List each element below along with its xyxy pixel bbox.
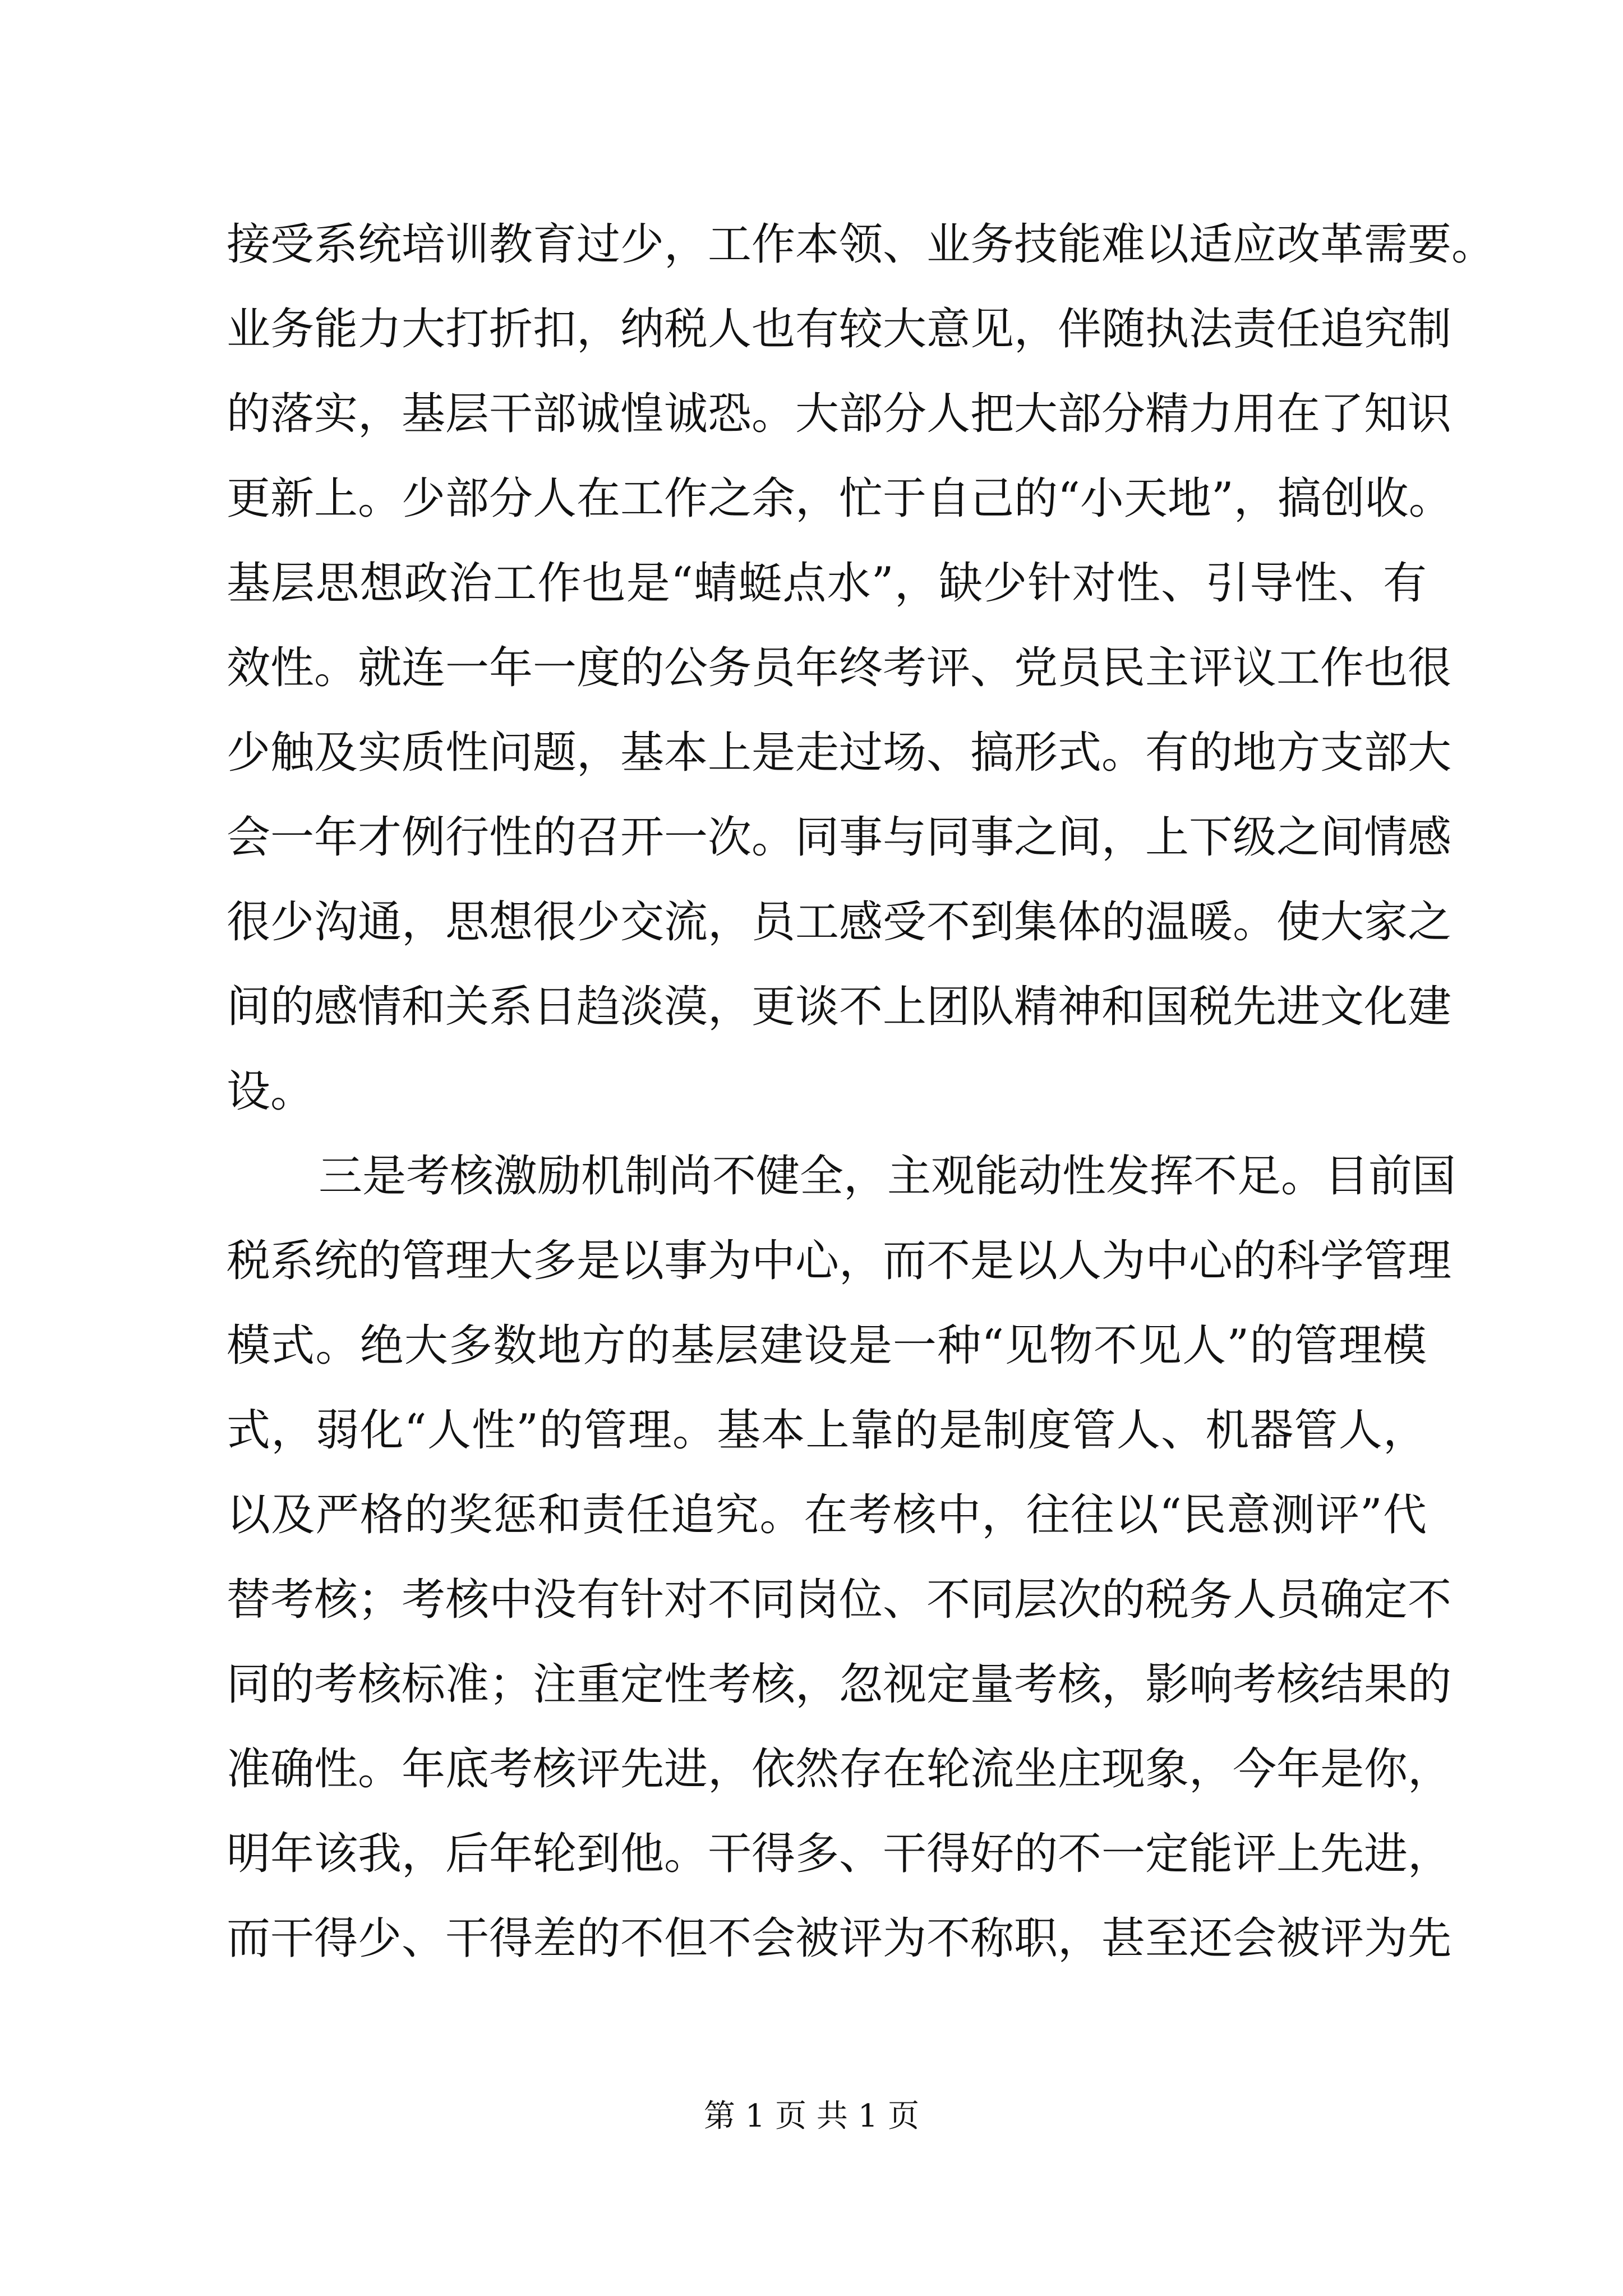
paragraph-1-line-8: 会一年才例行性的召开一次。同事与同事之间，上下级之间情感 <box>227 812 1452 863</box>
paragraph-2-line-8: 准确性。年底考核评先进，依然存在轮流坐庄现象，今年是你， <box>227 1744 1452 1795</box>
paragraph-1-line-4: 更新上。少部分人在工作之余，忙于自己的“小天地”，搞创收。 <box>227 473 1453 524</box>
paragraph-1-line-10: 间的感情和关系日趋淡漠，更谈不上团队精神和国税先进文化建 <box>227 982 1452 1032</box>
paragraph-1-line-11: 设。 <box>227 1066 315 1117</box>
paragraph-1-line-7: 少触及实质性问题，基本上是走过场、搞形式。有的地方支部大 <box>227 728 1452 778</box>
paragraph-1-line-9: 很少沟通，思想很少交流，员工感受不到集体的温暖。使大家之 <box>227 897 1452 947</box>
paragraph-2-line-7: 同的考核标准；注重定性考核，忽视定量考核，影响考核结果的 <box>227 1659 1452 1710</box>
paragraph-2-line-2: 税系统的管理大多是以事为中心，而不是以人为中心的科学管理 <box>227 1236 1452 1286</box>
paragraph-2-line-3: 模式。绝大多数地方的基层建设是一种“见物不见人”的管理模 <box>227 1320 1427 1371</box>
paragraph-2-line-4: 式，弱化“人性”的管理。基本上靠的是制度管人、机器管人， <box>227 1405 1427 1456</box>
paragraph-1-line-5: 基层思想政治工作也是“蜻蜓点水”，缺少针对性、引导性、有 <box>227 558 1427 609</box>
paragraph-2-line-9: 明年该我，后年轮到他。干得多、干得好的不一定能评上先进， <box>227 1829 1452 1879</box>
page-footer: 第 1 页 共 1 页 <box>703 2098 920 2134</box>
paragraph-1-line-2: 业务能力大打折扣，纳税人也有较大意见，伴随执法责任追究制 <box>227 304 1452 355</box>
paragraph-2-line-10: 而干得少、干得差的不但不会被评为不称职，甚至还会被评为先 <box>227 1913 1452 1964</box>
paragraph-2-line-1: 三是考核激励机制尚不健全，主观能动性发挥不足。目前国 <box>319 1151 1456 1202</box>
paragraph-2-line-5: 以及严格的奖惩和责任追究。在考核中，往往以“民意测评”代 <box>227 1490 1427 1540</box>
paragraph-2-line-6: 替考核；考核中没有针对不同岗位、不同层次的税务人员确定不 <box>227 1575 1452 1625</box>
paragraph-1-line-1: 接受系统培训教育过少，工作本领、业务技能难以适应改革需要。 <box>227 219 1496 270</box>
paragraph-1-line-3: 的落实，基层干部诚惶诚恐。大部分人把大部分精力用在了知识 <box>227 389 1452 439</box>
paragraph-1-line-6: 效性。就连一年一度的公务员年终考评、党员民主评议工作也很 <box>227 643 1452 693</box>
